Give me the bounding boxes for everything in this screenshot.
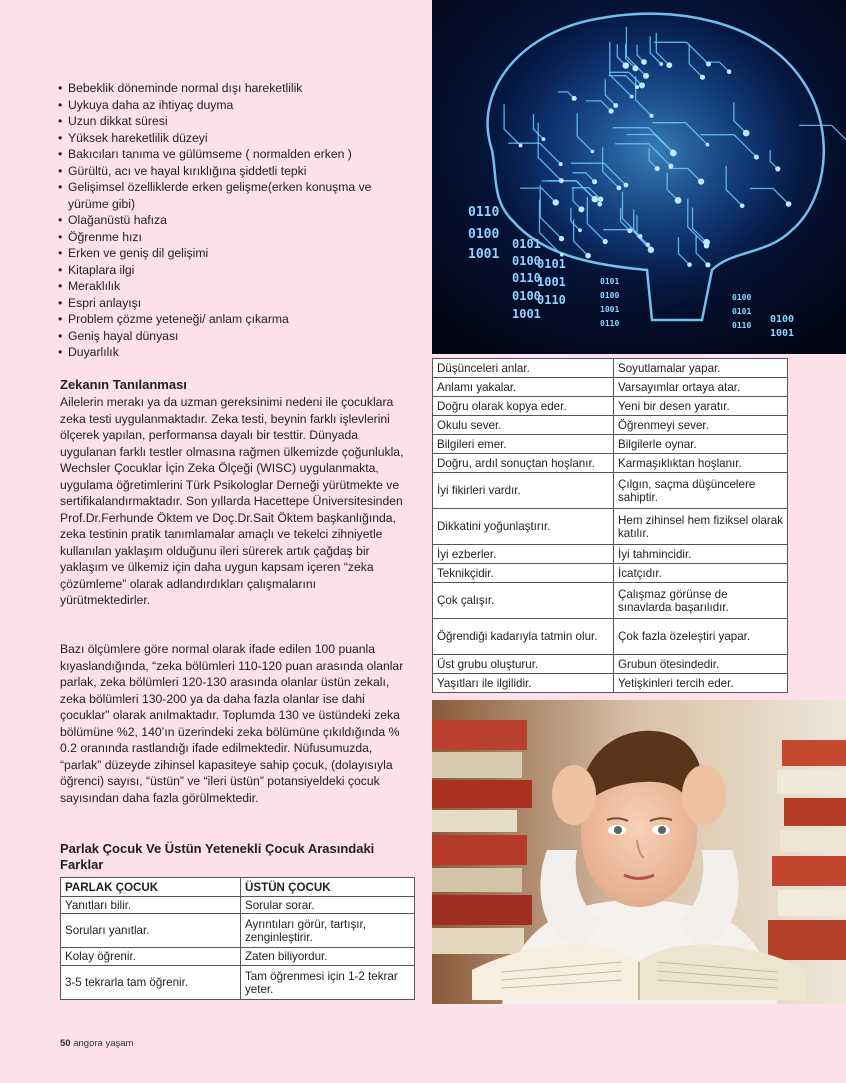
circuit-node [700,75,705,80]
binary-digits-text: 1001 [468,247,500,262]
bullet-item: • Olağanüstü hafıza [58,212,403,229]
circuit-node [542,137,546,141]
bullet-item: • Kitaplara ilgi [58,262,403,279]
circuit-node [786,201,792,207]
binary-digits-text: 1001 [770,328,795,339]
gifted-child-cell: Ayrıntıları görür, tartışır, zenginleştirir. [241,914,415,948]
bright-child-cell: Üst grubu oluşturur. [433,655,614,674]
circuit-node [648,247,654,253]
table-row [433,564,788,583]
table-row [433,378,788,397]
bullet-item: • Yüksek hareketlilik düzeyi [58,130,403,147]
circuit-node [666,62,672,68]
binary-digits-text: 0110 [600,319,620,328]
table-row [433,397,788,416]
header-bright-child: PARLAK ÇOCUK [61,878,241,897]
child-reading-graphic [432,700,846,1004]
bullet-item: • Problem çözme yeteneği/ anlam çıkarma [58,311,403,328]
table-header-row [61,878,415,897]
circuit-node [632,65,638,71]
gifted-child-cell: Çok fazla özeleştiri yapar. [614,619,788,655]
table-row [61,948,415,966]
binary-digits-text: 0100 [732,293,752,302]
bullet-item: • Erken ve geniş dil gelişimi [58,245,403,262]
bullet-item: • Meraklılık [58,278,403,295]
table-row [433,416,788,435]
bullet-item: • Uzun dikkat süresi [58,113,403,130]
bright-child-cell: Çok çalışır. [433,583,614,619]
header-gifted-child: ÜSTÜN ÇOCUK [241,878,415,897]
bright-child-cell: Yanıtları bilir. [61,897,241,914]
binary-digits-text: 0100 [512,254,541,268]
circuit-node [743,130,750,137]
binary-digits-text: 0101 [512,237,541,251]
giftedness-signs-list [58,80,403,361]
circuit-node [592,196,598,202]
bright-child-cell: Öğrendiği kadarıyla tatmin olur. [433,619,614,655]
circuit-node [698,179,704,185]
gifted-child-cell: Soyutlamalar yapar. [614,359,788,378]
gifted-child-cell: Hem zihinsel hem fiziksel olarak katılır. [614,509,788,545]
circuit-node [704,243,709,248]
circuit-node [578,228,582,232]
circuit-node [675,197,682,204]
bright-child-cell: Okulu sever. [433,416,614,435]
gifted-child-cell: Sorular sorar. [241,897,415,914]
circuit-node [598,197,604,203]
bullet-item: • Gelişimsel özelliklerde erken gelişme(erken konuşma ve yürüme gibi) [58,179,403,212]
table-row [433,619,788,655]
bullet-item: • Gürültü, acı ve hayal kırıklığına şiddetli tepki [58,163,403,180]
gifted-child-cell: Tam öğrenmesi için 1-2 tekrar yeter. [241,966,415,1000]
gifted-child-cell: Çılgın, saçma düşüncelere sahiptir. [614,473,788,509]
gifted-child-cell: Öğrenmeyi sever. [614,416,788,435]
circuit-node [687,262,692,267]
gifted-child-cell: Karmaşıklıktan hoşlanır. [614,454,788,473]
circuit-node [754,155,759,160]
circuit-node [706,143,710,147]
circuit-node [639,82,645,88]
bookshelf-left [432,720,532,954]
bright-child-cell: Bilgileri emer. [433,435,614,454]
circuit-node [592,179,597,184]
circuit-node [638,234,642,238]
bright-child-cell: Düşünceleri anlar. [433,359,614,378]
binary-digits-text: 0101 [600,277,620,286]
circuit-node [630,95,634,99]
bright-child-cell: Doğru, ardıl sonuçtan hoşlanır. [433,454,614,473]
circuit-node [591,150,595,154]
gifted-child-cell: İyi tahmincidir. [614,545,788,564]
section-title-diagnosis: Zekanın Tanılanması [60,377,187,392]
table-row [433,473,788,509]
table-row [433,435,788,454]
table-row [433,583,788,619]
bright-child-cell: Doğru olarak kopya eder. [433,397,614,416]
gifted-child-cell: İcatçıdır. [614,564,788,583]
bright-child-cell: İyi ezberler. [433,545,614,564]
circuit-node [670,150,674,154]
binary-digits-text: 0110 [468,205,500,220]
circuit-node [775,166,780,171]
bright-vs-gifted-table-continued [432,358,788,693]
page-footer [60,1038,133,1049]
binary-digits-text: 0100 [468,227,500,242]
table-row [61,966,415,1000]
circuit-node [650,114,654,118]
bright-child-cell: Kolay öğrenir. [61,948,241,966]
table-row [433,545,788,564]
bright-child-cell: Anlamı yakalar. [433,378,614,397]
child-reading-book-image [432,700,846,1004]
bullet-item: • Espri anlayışı [58,295,403,312]
binary-digits-text: 0110 [537,293,566,307]
circuit-node [641,59,647,65]
binary-digits-text: 0101 [732,307,752,316]
table-row [433,509,788,545]
bright-child-cell: Soruları yanıtlar. [61,914,241,948]
circuit-node [705,262,710,267]
circuit-node [623,62,630,69]
circuit-node [706,62,711,67]
circuit-node [613,103,618,108]
bright-child-cell: İyi fikirleri vardır. [433,473,614,509]
gifted-child-cell: Çalışmaz görünse de sınavlarda başarılıdır. [614,583,788,619]
bright-child-cell: Yaşıtları ile ilgilidir. [433,674,614,693]
binary-digits-text: 0101 [537,257,566,271]
section-title-differences: Parlak Çocuk Ve Üstün Yetenekli Çocuk Arasındaki Farklar [60,841,375,872]
circuit-node [617,186,622,191]
circuit-node [643,73,649,79]
diagnosis-paragraph-1: Ailelerin merakı ya da uzman gereksinimi nedeni ile çocuklara zeka testi uygulanmaktadır. Zeka testi, beynin farklı işlevlerini ölçerek yapılan, performansa dayalı bir testtir. Dünyada uygulanan farklı testler olmasına rağmen ülkemizde çoğunlukla, Wechsler Çocuklar İçin Zeka Ölçeği (WISC) uygulanmakta, uygulama öğretimlerini Türk Psikologlar Derneği yürütmekte ve sertifikalandırmaktadır. Son yıllarda Hacettepe Üniversitesinden Prof.Dr.Ferhunde Öktem ve Doç.Dr.Sait Öktem başkanlığında, zeka testinin pratik tanımlamalar amaçlı ve tekelci zihniyetle kullanılan yaklaşım olduğunu ileri sürerek artık çağdaş bir yaklaşım ve ülkemiz için daha uygun kapsam içeren “zeka çözümleme” olarak adlandırdıkları çalışmalarını yürütmektedirler. [60,395,404,607]
brain-circuit-graphic [432,0,846,354]
bright-child-cell: Dikkatini yoğunlaştırır. [433,509,614,545]
table-row [433,454,788,473]
gifted-child-cell: Yeni bir desen yaratır. [614,397,788,416]
circuit-node [585,253,591,259]
bullet-item: • Öğrenme hızı [58,229,403,246]
brain-circuit-image [432,0,846,354]
binary-digits-text: 0100 [770,314,795,325]
circuit-node [635,85,639,89]
circuit-node [603,239,608,244]
circuit-node [609,109,614,114]
table-row [61,897,415,914]
circuit-node [627,228,632,233]
binary-digits-text: 0100 [600,291,620,300]
bullet-item: • Bebeklik döneminde normal dışı hareketlilik [58,80,403,97]
binary-digits-text: 0100 [512,289,541,303]
bullet-item: • Geniş hayal dünyası [58,328,403,345]
circuit-node [598,202,603,207]
circuit-node [578,206,584,212]
gifted-child-cell: Grubun ötesindedir. [614,655,788,674]
circuit-node [559,178,564,183]
circuit-node [655,166,660,171]
bullet-item: • Uykuya daha az ihtiyaç duyma [58,97,403,114]
circuit-node [668,164,673,169]
bright-vs-gifted-table [60,877,415,1000]
table-row [433,359,788,378]
gifted-child-cell: Varsayımlar ortaya atar. [614,378,788,397]
bright-child-cell: 3-5 tekrarla tam öğrenir. [61,966,241,1000]
circuit-node [559,162,563,166]
table-row [433,674,788,693]
circuit-node [624,183,629,188]
gifted-child-cell: Yetişkinleri tercih eder. [614,674,788,693]
bullet-item: • Bakıcıları tanıma ve gülümseme ( normalden erken ) [58,146,403,163]
gifted-child-cell: Zaten biliyordur. [241,948,415,966]
binary-digits-text: 1001 [512,307,541,321]
circuit-node [559,236,564,241]
circuit-node [646,243,650,247]
circuit-node [727,69,732,74]
binary-digits-text: 0110 [512,271,541,285]
table-row [433,655,788,674]
bright-child-cell: Teknikçidir. [433,564,614,583]
circuit-node [553,199,559,205]
gifted-child-cell: Bilgilerle oynar. [614,435,788,454]
binary-digits-text: 1001 [600,305,620,314]
circuit-node [572,96,577,101]
magazine-name: angora yaşam [73,1038,134,1049]
circuit-node [519,144,523,148]
diagnosis-paragraph-2: Bazı ölçümlere göre normal olarak ifade edilen 100 puanla kıyaslandığında, “zeka bölümleri 110-120 puan arasında olanlar parlak, zeka bölümleri 120-130 arasında olanlar üstün zekalı, zeka bölümleri 130-200 ya da daha fazla olanlar ise dahi çocuklar” olarak anılmaktadır. Toplumda 130 ve üstündeki zeka bölümüne %2, 140’ın üzerindeki zeka bölümüne çıkıldığında % 0.2 oranında rastlandığı ifade edilmektedir. Nüfusumuzda, “parlak” düzeyde zihinsel kapasiteye sahip çocuk, (dolayısıyla öğrenci) sayısı, “üstün” ve “ileri üstün” potansiyeldeki çocuk sayısından daha fazla görülmektedir. [60,642,404,805]
circuit-node [740,204,745,209]
page-number: 50 [60,1038,71,1049]
binary-digits-text: 1001 [537,275,566,289]
table-row [61,914,415,948]
binary-digits-text: 0110 [732,321,752,330]
bullet-item: • Duyarlılık [58,344,403,361]
circuit-node [659,62,663,66]
